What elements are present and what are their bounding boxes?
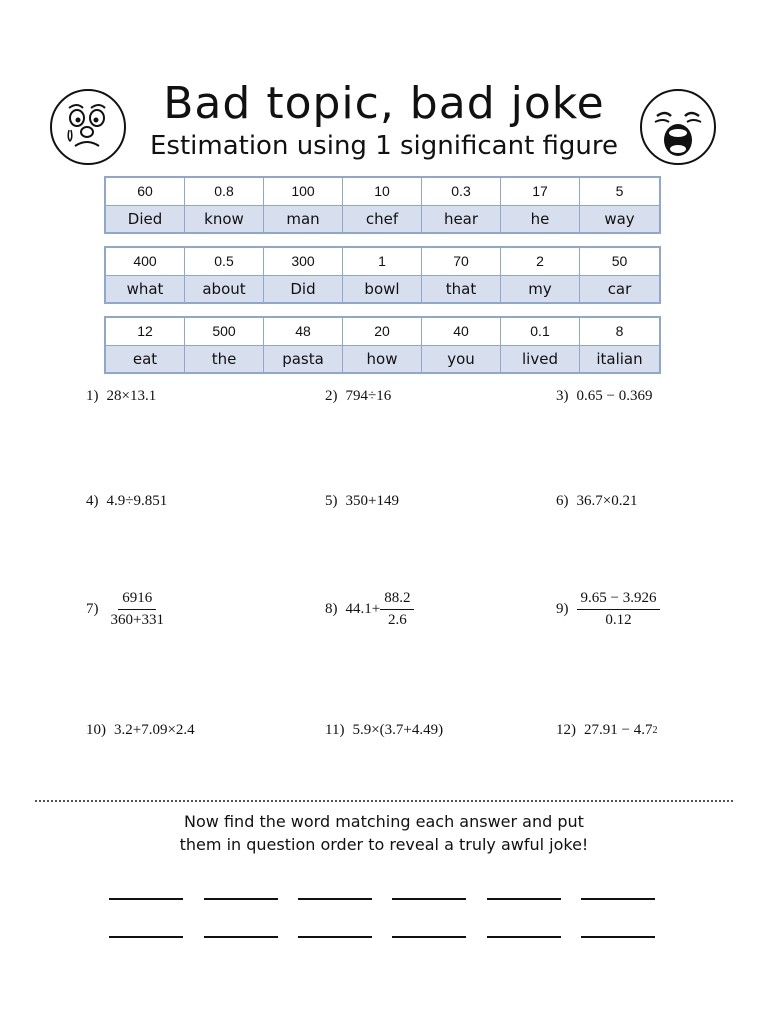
answer-blank[interactable] xyxy=(298,936,372,938)
cell-number: 5 xyxy=(580,178,659,206)
answer-blank[interactable] xyxy=(109,898,183,900)
answer-blank[interactable] xyxy=(298,898,372,900)
cell-number: 17 xyxy=(501,178,579,206)
word-table-cell xyxy=(106,248,185,302)
fraction xyxy=(380,590,414,629)
cell-number: 300 xyxy=(264,248,342,276)
word-table-cell xyxy=(580,318,659,372)
question-10: 10) 3.2+7.09×2.4 xyxy=(86,722,195,738)
word-table xyxy=(104,246,661,304)
word-table-cell xyxy=(264,248,343,302)
question-6: 6) 36.7×0.21 xyxy=(556,493,638,509)
answer-blank[interactable] xyxy=(487,898,561,900)
answer-blank[interactable] xyxy=(581,936,655,938)
exponent: 2 xyxy=(652,725,658,736)
question-12: 12) 27.91 − 4.7 2 xyxy=(556,722,658,738)
cell-number: 60 xyxy=(106,178,184,206)
question-7: 7) $\frac{6916}{360+331}$ xyxy=(86,590,168,629)
word-table-cell xyxy=(106,318,185,372)
cell-word: that xyxy=(422,276,500,303)
cell-number: 0.5 xyxy=(185,248,263,276)
cell-number: 0.3 xyxy=(422,178,500,206)
word-table-cell xyxy=(343,178,422,232)
cell-number: 48 xyxy=(264,318,342,346)
word-table-cell xyxy=(501,178,580,232)
cell-word: my xyxy=(501,276,579,303)
cell-word: Died xyxy=(106,206,184,233)
word-table xyxy=(104,316,661,374)
instruction-line-1: Now find the word matching each answer and put xyxy=(184,812,584,831)
cell-number: 50 xyxy=(580,248,659,276)
expression: 5.9×(3.7+4.49) xyxy=(352,722,444,738)
answer-blank[interactable] xyxy=(392,936,466,938)
cell-word: bowl xyxy=(343,276,421,303)
fraction xyxy=(107,590,168,629)
dotted-divider xyxy=(35,800,733,802)
cell-number: 1 xyxy=(343,248,421,276)
instruction-text xyxy=(0,810,768,856)
cell-word: the xyxy=(185,346,263,373)
word-table-cell xyxy=(580,178,659,232)
cell-number: 40 xyxy=(422,318,500,346)
cell-word: lived xyxy=(501,346,579,373)
word-table-cell xyxy=(580,248,659,302)
worried-face-icon xyxy=(49,88,127,166)
expression: 28×13.1 xyxy=(106,388,157,404)
denominator: 2.6 xyxy=(387,612,407,628)
cell-number: 2 xyxy=(501,248,579,276)
question-4: 4) 4.9÷9.851 xyxy=(86,493,168,509)
word-table-cell xyxy=(422,178,501,232)
word-table-cell xyxy=(264,178,343,232)
numerator: 88.2 xyxy=(380,590,414,610)
expression: 0.65 − 0.369 xyxy=(576,388,653,404)
expression: 4.9÷9.851 xyxy=(106,493,168,509)
instruction-line-2: them in question order to reveal a truly awful joke! xyxy=(179,835,589,854)
cell-number: 8 xyxy=(580,318,659,346)
cell-number: 400 xyxy=(106,248,184,276)
cell-word: how xyxy=(343,346,421,373)
answer-blank[interactable] xyxy=(109,936,183,938)
cell-word: know xyxy=(185,206,263,233)
cell-number: 0.1 xyxy=(501,318,579,346)
question-5: 5) 350+149 xyxy=(325,493,399,509)
cell-word: way xyxy=(580,206,659,233)
word-table-cell xyxy=(422,318,501,372)
word-table-cell xyxy=(185,178,264,232)
cell-word: pasta xyxy=(264,346,342,373)
word-table-cell xyxy=(185,318,264,372)
cell-number: 70 xyxy=(422,248,500,276)
page-subtitle: Estimation using 1 significant figure xyxy=(149,131,618,161)
expression-prefix: 44.1+ xyxy=(345,601,381,617)
word-table-cell xyxy=(185,248,264,302)
expression: 3.2+7.09×2.4 xyxy=(114,722,195,738)
cell-number: 12 xyxy=(106,318,184,346)
cell-word: he xyxy=(501,206,579,233)
expression: 350+149 xyxy=(345,493,399,509)
cell-word: car xyxy=(580,276,659,303)
word-table-cell xyxy=(343,248,422,302)
word-table-cell xyxy=(501,248,580,302)
word-table-cell xyxy=(422,248,501,302)
cell-word: chef xyxy=(343,206,421,233)
cell-word: eat xyxy=(106,346,184,373)
cell-number: 0.8 xyxy=(185,178,263,206)
word-table-cell xyxy=(264,318,343,372)
word-table-cell xyxy=(501,318,580,372)
answer-blank[interactable] xyxy=(392,898,466,900)
question-2: 2) 794÷16 xyxy=(325,388,392,404)
cell-number: 500 xyxy=(185,318,263,346)
question-11: 11) 5.9×(3.7+4.49) xyxy=(325,722,444,738)
question-9: 9) $\frac{9.65 - 3.926}{0.12}$ xyxy=(556,590,660,629)
answer-blank[interactable] xyxy=(581,898,655,900)
word-table-cell xyxy=(343,318,422,372)
cell-word: what xyxy=(106,276,184,303)
cell-word: Did xyxy=(264,276,342,303)
cell-number: 20 xyxy=(343,318,421,346)
screaming-face-icon xyxy=(639,88,717,166)
denominator: 0.12 xyxy=(605,612,632,628)
expression: 794÷16 xyxy=(345,388,392,404)
answer-blank[interactable] xyxy=(204,898,278,900)
question-3: 3) 0.65 − 0.369 xyxy=(556,388,653,404)
answer-blank[interactable] xyxy=(204,936,278,938)
question-8: 8) 44.1+ $\frac{88.2}{2.6}$ xyxy=(325,590,414,629)
numerator: 9.65 − 3.926 xyxy=(577,590,661,610)
word-table xyxy=(104,176,661,234)
cell-word: about xyxy=(185,276,263,303)
cell-number: 100 xyxy=(264,178,342,206)
expression: 36.7×0.21 xyxy=(576,493,638,509)
cell-word: hear xyxy=(422,206,500,233)
question-1: 1) 28×13.1 xyxy=(86,388,157,404)
numerator: 6916 xyxy=(118,590,156,610)
word-table-cell xyxy=(106,178,185,232)
cell-word: italian xyxy=(580,346,659,373)
page-title: Bad topic, bad joke xyxy=(163,78,605,129)
denominator: 360+331 xyxy=(110,612,164,628)
fraction xyxy=(577,590,661,629)
cell-number: 10 xyxy=(343,178,421,206)
cell-word: man xyxy=(264,206,342,233)
answer-blank[interactable] xyxy=(487,936,561,938)
cell-word: you xyxy=(422,346,500,373)
expression-base: 27.91 − 4.7 xyxy=(584,722,653,738)
